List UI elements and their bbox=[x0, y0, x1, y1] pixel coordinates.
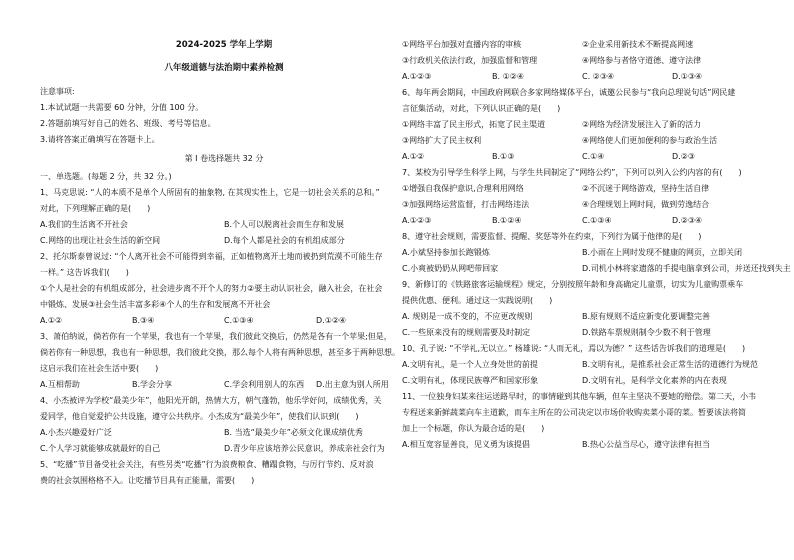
question-text: 言征集活动，对此，下列认识正确的是( ) bbox=[402, 104, 561, 113]
option: A. 规则是一成不变的，不应更改规则 bbox=[402, 312, 533, 321]
option-row bbox=[40, 236, 408, 246]
question-text: 倘若你有一种思想，我也有一种思想，我们彼此交换，那么每个人将有两种思想，甚至多于两种思想。 bbox=[40, 348, 400, 358]
question-block bbox=[402, 280, 762, 338]
option: C.文明有礼，体现民族尊严和国家形象 bbox=[402, 376, 539, 385]
exam-title: 2024-2025 学年上学期 bbox=[175, 40, 273, 50]
option: ②企业采用新技术不断提高网速 bbox=[582, 40, 694, 49]
option: ②网络为经济发展注入了新的活力 bbox=[582, 120, 702, 129]
option: B.①③ bbox=[492, 152, 515, 161]
option: D.铁路车票规则制令少数不利于管理 bbox=[582, 328, 711, 337]
option-row bbox=[40, 444, 408, 454]
option: B.原有规则不适应新变化要调整完善 bbox=[582, 312, 711, 321]
option: ③网络扩大了民主权利 bbox=[402, 136, 482, 145]
option: A.①② bbox=[40, 316, 63, 326]
option: D.司机小林将家遗落的手提电脑拿到公司，并送还找到失主 bbox=[582, 264, 791, 273]
exam-subtitle: 八年级道德与法治期中素养检测 bbox=[164, 62, 284, 73]
option: D.每个人都是社会的有机组成部分 bbox=[224, 236, 345, 246]
option: ①增强自我保护意识,合理利用网络 bbox=[402, 184, 524, 193]
option: A.小斌坚持参加长跑锻炼 bbox=[402, 248, 490, 257]
option: D.①③④ bbox=[672, 72, 703, 81]
option: A.①② bbox=[402, 152, 425, 161]
option-row bbox=[402, 376, 762, 386]
question-text: 爱同学，他自觉爱护公共设施，遵守公共秩序。小杰成为“最美少年”，使我们认识到( ) bbox=[40, 412, 359, 422]
option: C.①④ bbox=[582, 152, 605, 161]
option: B.个人可以脱离社会而生存和发展 bbox=[224, 220, 345, 230]
option-row bbox=[402, 152, 762, 162]
section-title: 第 I 卷选择题共 32 分 bbox=[184, 154, 264, 164]
option-row bbox=[402, 184, 762, 194]
question-block bbox=[40, 332, 408, 390]
question-block bbox=[40, 396, 408, 454]
option: ①网络平台加强对直播内容的审核 bbox=[402, 40, 522, 49]
right-questions bbox=[402, 40, 791, 450]
option: A.①②③ bbox=[402, 216, 432, 225]
option-row bbox=[402, 136, 762, 146]
option: C.①③④ bbox=[224, 316, 254, 326]
option-row bbox=[402, 328, 762, 338]
option-row bbox=[40, 380, 408, 390]
question-text: 1、马克思说: “人的本质不是单个人所固有的抽象物, 在其现实性上，它是一切社会关系的总和。” bbox=[40, 188, 380, 198]
question-text: 6、每年两会期间，中国政府网联合多家网络媒体平台，诚邀公民参与“我向总理说句话”网民建 bbox=[402, 88, 736, 97]
question-text: 一样。” 这告诉我们( ) bbox=[40, 268, 129, 278]
option: C.网络的出现让社会生活的新空间 bbox=[40, 236, 161, 246]
option: C. ②③④ bbox=[582, 72, 615, 81]
left-questions bbox=[40, 188, 408, 486]
option-row bbox=[40, 220, 408, 230]
option: C.小爽被奶奶从网吧带回家 bbox=[402, 264, 499, 273]
question-text: 3、萧伯纳说，倘若你有一个苹果，我也有一个苹果，我们彼此交换后，仍然是各有一个苹果;但是， bbox=[40, 332, 392, 342]
option: C.一些原来没有的规则需要及时制定 bbox=[402, 328, 531, 337]
question-block bbox=[40, 252, 408, 326]
option: C.个人学习就能够成就最好的自己 bbox=[40, 444, 161, 454]
option: D.出主意为别人所用 bbox=[316, 380, 389, 390]
question-text: 11、一位独身妇某来往运送路早时，的事情碰到其他车辆，但车主坚决不要她的赔偿。第二天，小韦 bbox=[402, 392, 757, 401]
question-block bbox=[402, 232, 791, 274]
option-row bbox=[402, 72, 762, 82]
option: ③行政机关依法行政，加强监督和管理 bbox=[402, 56, 538, 65]
left-column bbox=[40, 34, 408, 492]
option: B.学会分享 bbox=[132, 380, 173, 390]
option: A.①②③ bbox=[402, 72, 432, 81]
question-block bbox=[402, 392, 762, 450]
option-row bbox=[40, 428, 408, 438]
question-text: 9、新修订的《铁路旅客运输规程》规定，分别按照年龄和身高确定儿童票，切实为儿童购票乘车 bbox=[402, 280, 744, 289]
option: D.②③ bbox=[672, 152, 696, 161]
question-text: 中锻炼、发展③社会生活丰富多彩④个人的生存和发展离不开社会 bbox=[40, 300, 271, 310]
option-row bbox=[402, 216, 762, 226]
question-text: 费的社会氛围格格不入。让吃播节目具有正能量，需要( ) bbox=[40, 476, 255, 486]
question-block bbox=[40, 460, 408, 486]
option: B.③④ bbox=[132, 316, 155, 326]
notes-heading: 注意事项: bbox=[40, 87, 75, 97]
question-block bbox=[402, 344, 762, 386]
question-text: 2、托尔斯泰曾说过: “个人离开社会不可能得到幸福，正如植物离开土地而被扔到荒漠不可能生存 bbox=[40, 252, 383, 262]
question-block bbox=[402, 168, 762, 226]
option-row bbox=[402, 312, 762, 322]
option: ①网络丰富了民主形式，拓宽了民主渠道 bbox=[402, 120, 546, 129]
option-row bbox=[40, 316, 408, 326]
note-item: 2.答题前填写好自己的姓名、班级、考号等信息。 bbox=[40, 119, 216, 129]
option: ④合理规划上网时间，做到劳逸结合 bbox=[582, 200, 710, 209]
option: B.热心公益当尽心，遵守法律有担当 bbox=[582, 440, 711, 449]
option-row bbox=[402, 264, 791, 274]
question-text: 10、孔子说: “不学礼,无以立。” 杨雄说: “人而无礼，焉以为德？” 这些话告诉我们的道理是( ) bbox=[402, 344, 746, 353]
question-text: 7、某校为引导学生科学上网，与学生共同制定了“网络公约”，下列可以列入公约内容的有( ) bbox=[402, 168, 742, 177]
option-row bbox=[402, 200, 762, 210]
question-block bbox=[402, 40, 762, 82]
option-row bbox=[402, 40, 762, 50]
note-item: 3.请将答案正确填写在答题卡上。 bbox=[40, 135, 160, 145]
question-text: ①个人是社会的有机组成部分，社会进步离不开个人的努力②要主动认识社会，融入社会，在社会 bbox=[40, 284, 383, 294]
option-row bbox=[402, 360, 762, 370]
option: D.青少年应该培养公民意识，养成亲社会行为 bbox=[224, 444, 385, 454]
question-block bbox=[40, 188, 408, 246]
question-text: 专程送来新鲜蔬菜向车主道歉，而车主所在的公司决定以市场价收购卖菜小哥的菜。暂要该法将简 bbox=[402, 408, 746, 417]
option-row bbox=[402, 440, 762, 450]
option: D.文明有礼，是科学文化素养的内在表现 bbox=[582, 376, 727, 385]
option: B.文明有礼，是推系社会正常生活的道德行为规范 bbox=[582, 360, 759, 369]
option: A.相互宽容显善良，见义勇为该提倡 bbox=[402, 440, 530, 449]
option-row bbox=[402, 120, 762, 130]
question-text: 5、“吃播”节目备受社会关注，有些另类“吃播”行为浪费粮食、糟蹋食物，与厉行节约、反对浪 bbox=[40, 460, 374, 470]
option: A.互相帮助 bbox=[40, 380, 80, 390]
right-column bbox=[402, 40, 791, 456]
question-block bbox=[402, 88, 762, 162]
question-text: 对此，下列理解正确的是( ) bbox=[40, 204, 151, 214]
option: B. ①②④ bbox=[492, 72, 525, 81]
option: C.学会利用别人的东西 bbox=[224, 380, 305, 390]
question-text: 4、小杰被评为学校“最美少年”，他阳光开朗，热情大方，朝气蓬勃，他乐学好问，成绩优秀，关 bbox=[40, 396, 382, 406]
option-row bbox=[402, 248, 762, 258]
option: D.②③④ bbox=[672, 216, 703, 225]
option: A.我们的生活离不开社会 bbox=[40, 220, 128, 230]
option: D.①②④ bbox=[316, 316, 347, 326]
option: B. 当选“最美少年”必须文化课成绩优秀 bbox=[224, 428, 363, 438]
option-row bbox=[402, 56, 762, 66]
question-text: 8、遵守社会规则，需要监督、提醒、奖惩等外在约束，下列行为属于他律的是( ) bbox=[402, 232, 702, 241]
question-text: 提供优惠、便利。通过这一实践说明( ) bbox=[402, 296, 553, 305]
option: C.①③④ bbox=[582, 216, 612, 225]
option: ④网络使人们更加便利的参与政治生活 bbox=[582, 136, 718, 145]
option: ④网络参与者恪守道德、遵守法律 bbox=[582, 56, 702, 65]
option: B.①②④ bbox=[492, 216, 522, 225]
section-heading: 一、单选题。(每题 2 分，共 32 分。) bbox=[40, 172, 172, 182]
question-text: 加上一个标题，你认为最合适的是( ) bbox=[402, 424, 545, 433]
option: A.文明有礼，是一个人立身处世的前提 bbox=[402, 360, 538, 369]
option: ③加强网络运营监督，打击网络违法 bbox=[402, 200, 530, 209]
option: A.小杰兴趣爱好广泛 bbox=[40, 428, 112, 438]
option: B.小雨在上网时发现不健康的网页，立即关闭 bbox=[582, 248, 743, 257]
question-text: 这启示我们在社会生活中要( ) bbox=[40, 364, 159, 374]
option: ②不沉迷于网络游戏，坚持生活自律 bbox=[582, 184, 710, 193]
note-item: 1.本试试题一共需要 60 分钟，分值 100 分。 bbox=[40, 103, 204, 113]
